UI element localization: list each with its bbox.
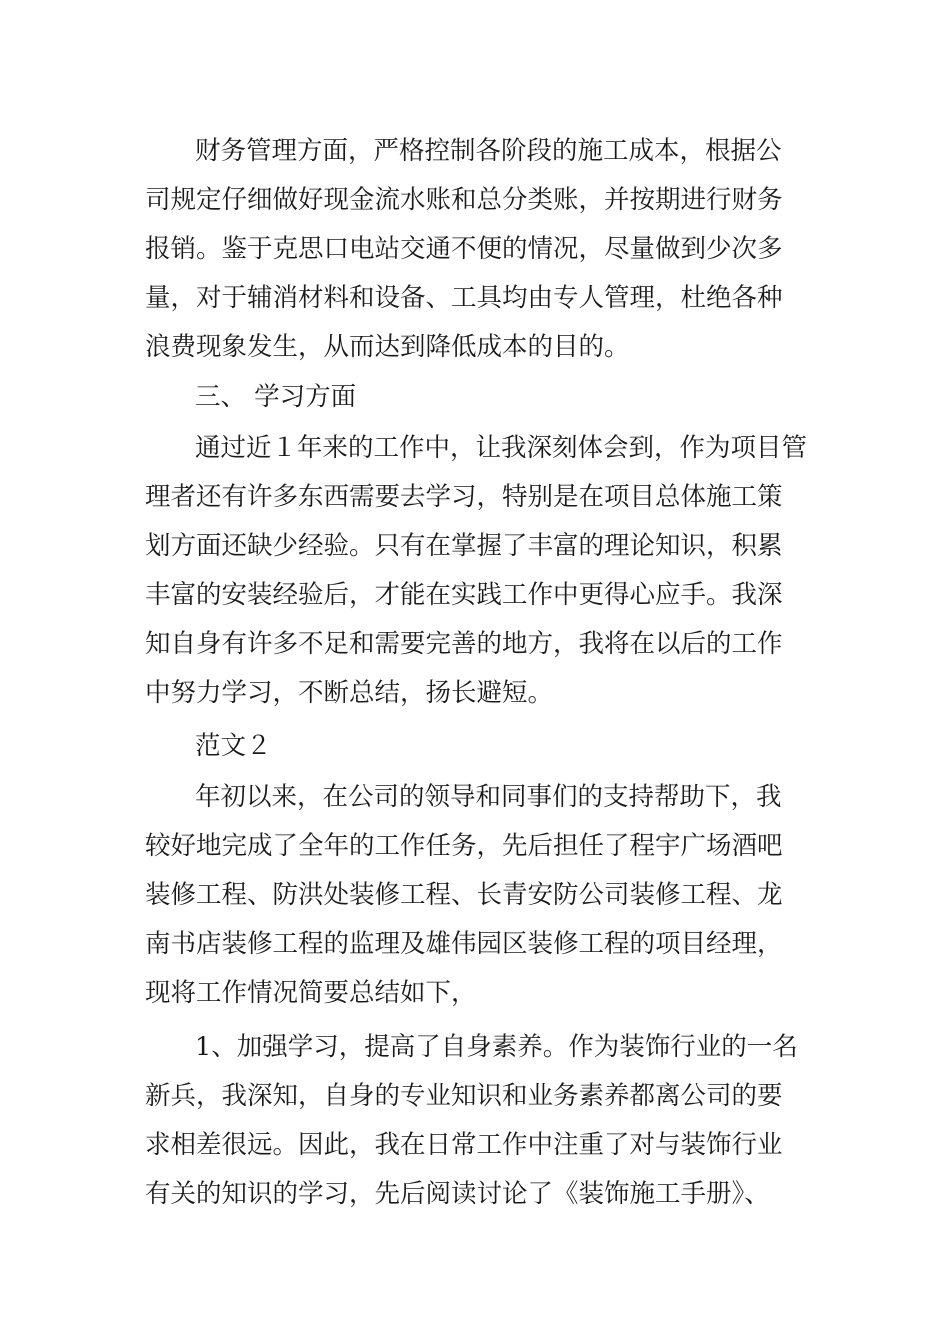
paragraph-line: 知自身有许多不足和需要完善的地方，我将在以后的工作: [145, 629, 783, 659]
paragraph-line: 量，对于辅消材料和设备、工具均由专人管理，杜绝各种: [145, 283, 783, 313]
paragraph-line: 浪费现象发生，从而达到降低成本的目的。: [145, 332, 630, 362]
paragraph-line: 财务管理方面，严格控制各阶段的施工成本，根据公: [195, 136, 782, 166]
paragraph-line: 南书店装修工程的监理及雄伟园区装修工程的项目经理，: [145, 929, 783, 959]
paragraph-line: 理者还有许多东西需要去学习，特别是在项目总体施工策: [145, 482, 783, 512]
paragraph-line: 现将工作情况简要总结如下，: [145, 978, 477, 1008]
paragraph-line: 求相差很远。因此，我在日常工作中注重了对与装饰行业: [145, 1130, 783, 1160]
paragraph-line: 划方面还缺少经验。只有在掌握了丰富的理论知识，积累: [145, 531, 783, 561]
paragraph-line: 中努力学习，不断总结，扬长避短。: [145, 678, 554, 708]
paragraph-line: 装修工程、防洪处装修工程、长青安防公司装修工程、龙: [145, 880, 783, 910]
paragraph-line: 司规定仔细做好现金流水账和总分类账，并按期进行财务: [145, 185, 783, 215]
paragraph-line: 1、加强学习，提高了自身素养。作为装饰行业的一名: [195, 1032, 798, 1062]
paragraph-line: 丰富的安装经验后，才能在实践工作中更得心应手。我深: [145, 580, 783, 610]
section-heading: 范文２: [195, 731, 272, 761]
paragraph-line: 通过近１年来的工作中，让我深刻体会到，作为项目管: [195, 433, 808, 463]
paragraph-line: 报销。鉴于克思口电站交通不便的情况，尽量做到少次多: [145, 234, 783, 264]
paragraph-line: 有关的知识的学习，先后阅读讨论了《装饰施工手册》、: [145, 1179, 770, 1209]
paragraph-line: 年初以来，在公司的领导和同事们的支持帮助下，我: [195, 782, 782, 812]
section-heading: 三、 学习方面: [195, 382, 357, 412]
paragraph-line: 较好地完成了全年的工作任务，先后担任了程宇广场酒吧: [145, 831, 783, 861]
paragraph-line: 新兵，我深知，自身的专业知识和业务素养都离公司的要: [145, 1081, 783, 1111]
